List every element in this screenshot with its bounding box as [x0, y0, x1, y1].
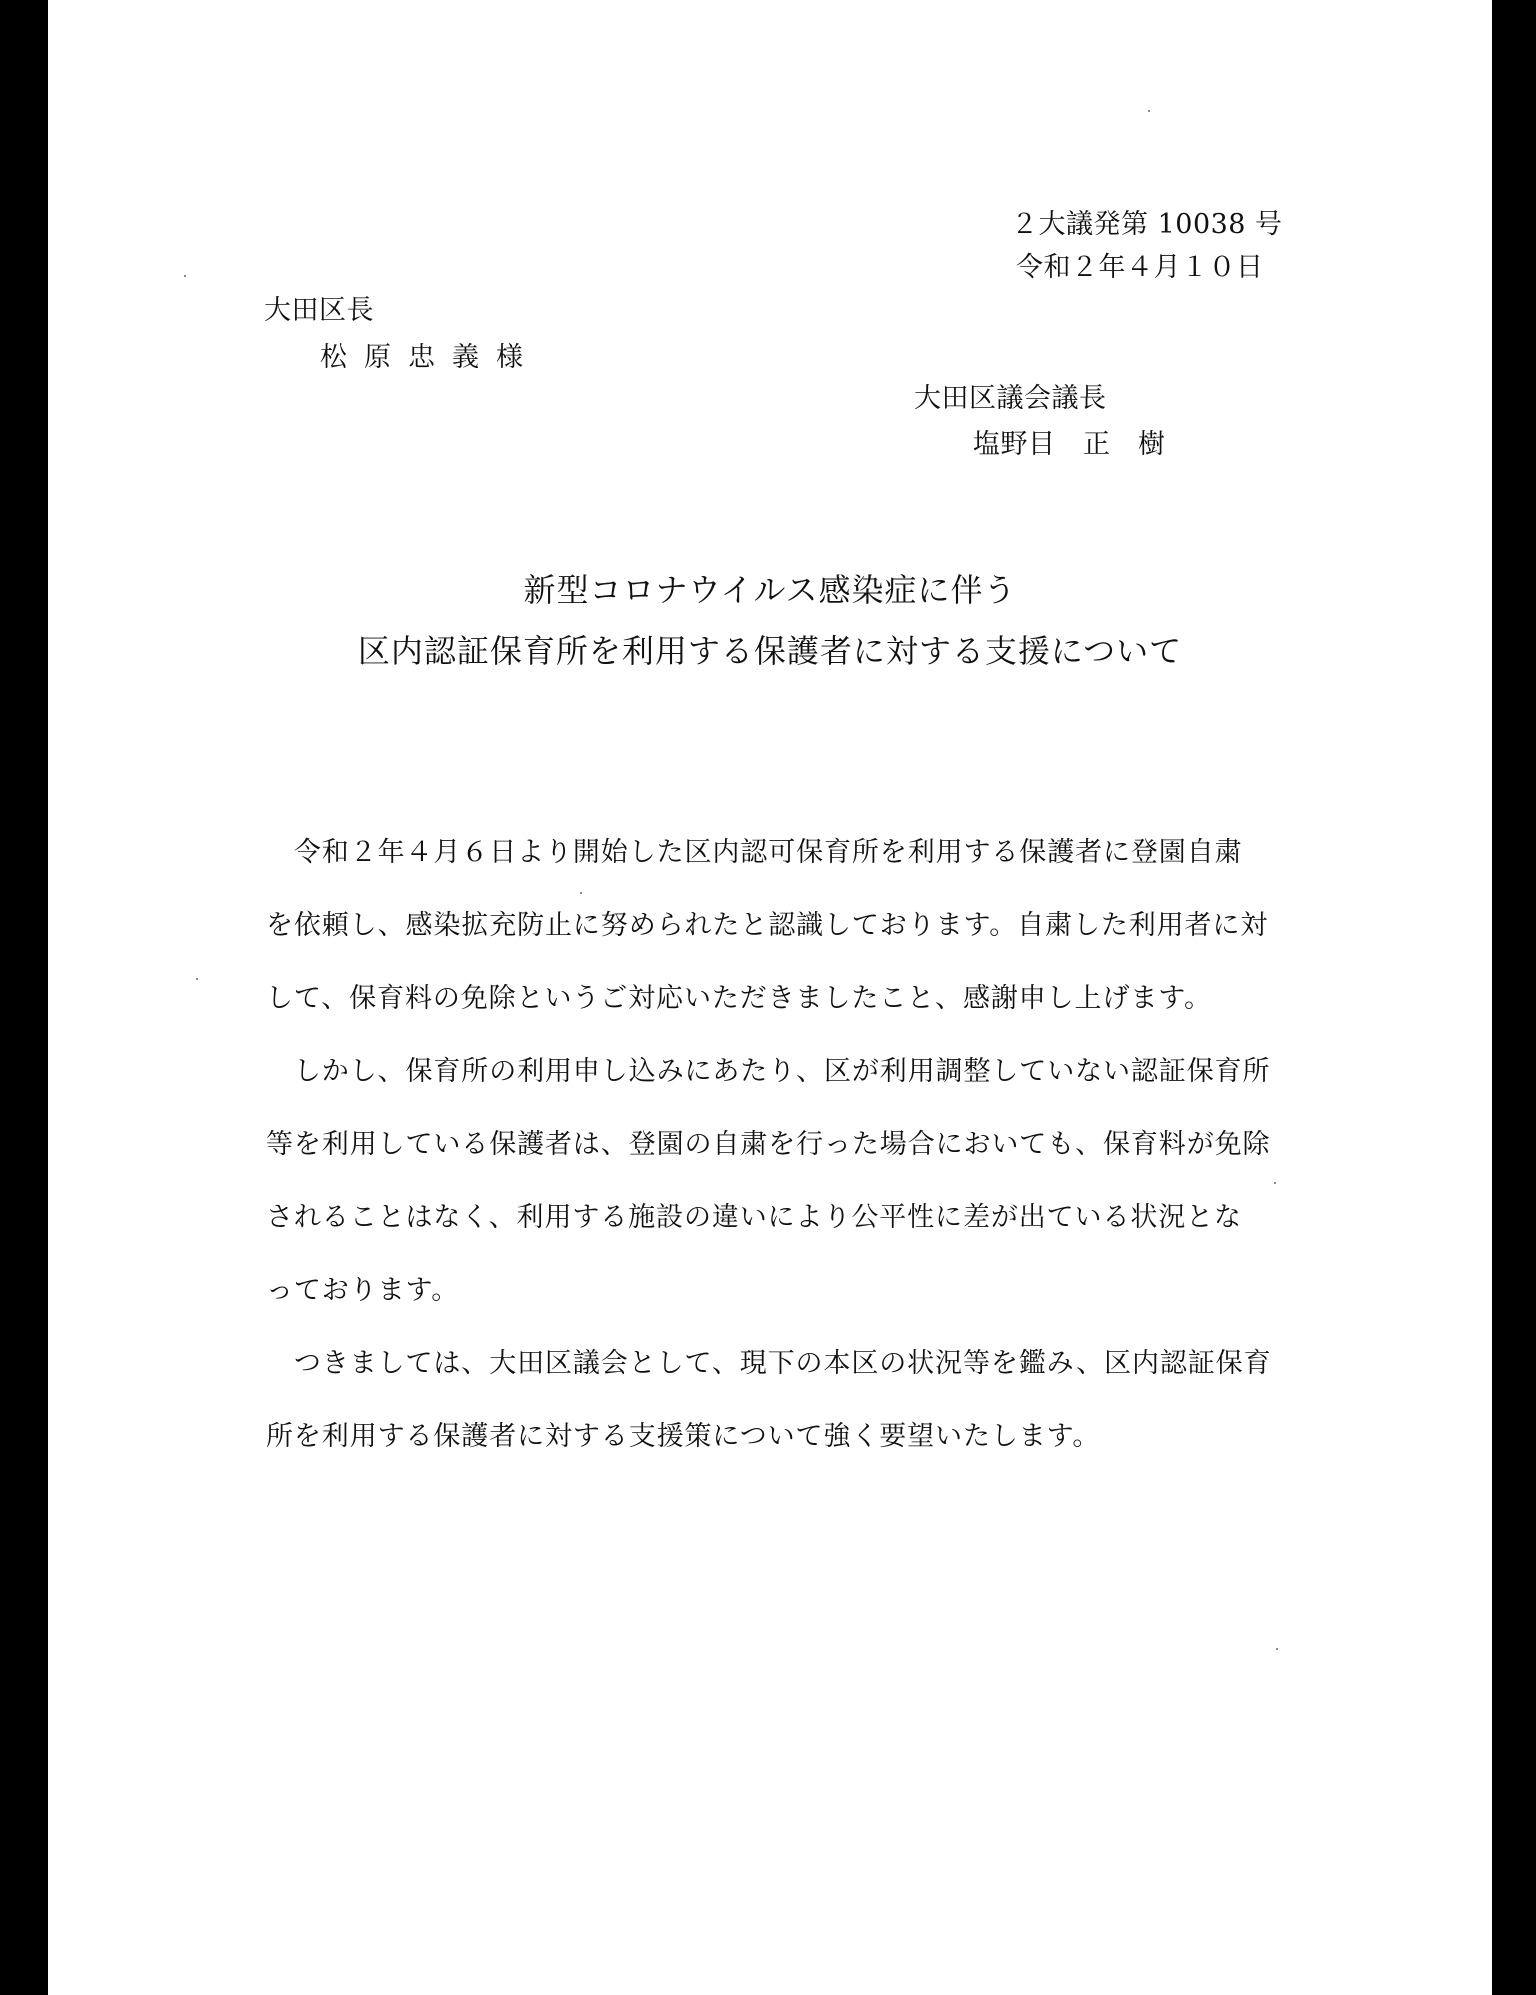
body-line: っております。: [266, 1275, 460, 1306]
document-number: ２大議発第 10038 号: [1011, 209, 1283, 240]
addressee-organization: 大田区長: [264, 295, 374, 326]
scan-speckle: [196, 978, 198, 980]
scan-speckle: [580, 892, 582, 894]
body-line: して、保育料の免除というご対応いただきましたこと、感謝申し上げます。: [266, 983, 1212, 1014]
scan-speckle: [1148, 110, 1150, 112]
body-line: 等を利用している保護者は、登園の自粛を行った場合においても、保育料が免除: [266, 1129, 1271, 1160]
body-line: を依頼し、感染拡充防止に努められたと認識しております。自粛した利用者に対: [266, 910, 1269, 941]
sender-organization: 大田区議会議長: [914, 383, 1107, 414]
scan-speckle: [1274, 1182, 1276, 1184]
addressee-name: 松原忠義様: [320, 342, 540, 373]
body-line: されることはなく、利用する施設の違いにより公平性に差が出ている状況とな: [266, 1202, 1242, 1233]
document-date: 令和２年４月１０日: [1016, 252, 1264, 283]
sender-name: 塩野目 正 樹: [973, 429, 1166, 460]
body-line: しかし、保育所の利用申し込みにあたり、区が利用調整していない認証保育所: [266, 1056, 1271, 1087]
title-line-2: 区内認証保育所を利用する保護者に対する支援について: [357, 632, 1183, 670]
body-line: つきましては、大田区議会として、現下の本区の状況等を鑑み、区内認証保育: [266, 1348, 1272, 1379]
title-line-1: 新型コロナウイルス感染症に伴う: [523, 571, 1017, 609]
document-page: [48, 0, 1492, 1995]
scan-speckle: [184, 275, 186, 277]
body-line: 令和２年４月６日より開始した区内認可保育所を利用する保護者に登園自粛: [266, 837, 1243, 868]
body-line: 所を利用する保護者に対する支援策について強く要望いたします。: [266, 1421, 1101, 1452]
scan-speckle: [1276, 1648, 1278, 1650]
